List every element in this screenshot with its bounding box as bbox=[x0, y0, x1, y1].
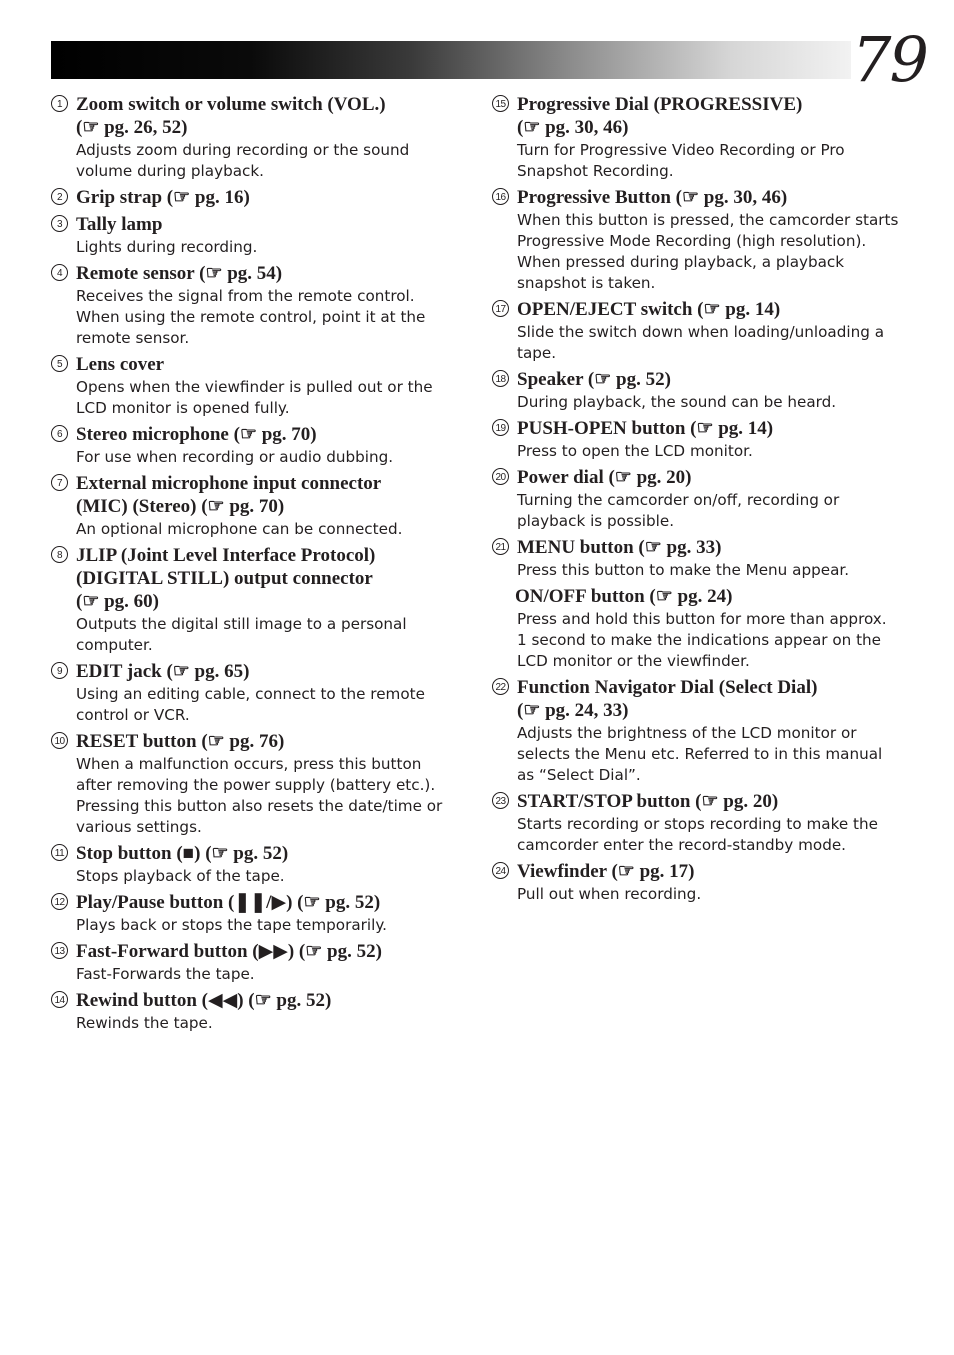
item-title bbox=[76, 186, 461, 209]
sub-item-description-line: LCD monitor or the viewfinder. bbox=[517, 652, 750, 670]
item-number-badge: 7 bbox=[51, 474, 68, 491]
item-number-badge: 3 bbox=[51, 215, 68, 232]
item-description bbox=[76, 1013, 461, 1034]
item-number-badge: 1 bbox=[51, 95, 68, 112]
item-title bbox=[76, 353, 461, 376]
item-title bbox=[517, 466, 912, 489]
item-description-line: various settings. bbox=[76, 818, 202, 836]
item-description-line: snapshot is taken. bbox=[517, 274, 656, 292]
list-item bbox=[51, 730, 461, 838]
item-title bbox=[76, 891, 461, 914]
item-number-badge: 15 bbox=[492, 95, 509, 112]
item-description-line: Progressive Mode Recording (high resolution). bbox=[517, 232, 867, 250]
list-item bbox=[51, 544, 461, 656]
item-title-line: JLIP (Joint Level Interface Protocol) bbox=[76, 545, 376, 566]
sub-item-description-line: Press and hold this button for more than approx. bbox=[517, 610, 887, 628]
item-title-line: Progressive Dial (PROGRESSIVE) bbox=[517, 94, 803, 115]
item-title bbox=[517, 417, 912, 440]
item-number-badge: 16 bbox=[492, 188, 509, 205]
item-title-line: OPEN/EJECT switch (☞ pg. 14) bbox=[517, 299, 781, 320]
item-description-line: camcorder enter the record-standby mode. bbox=[517, 836, 847, 854]
item-description bbox=[76, 377, 461, 419]
item-description-line: Using an editing cable, connect to the remote bbox=[76, 685, 425, 703]
item-number-badge: 6 bbox=[51, 425, 68, 442]
item-title bbox=[76, 989, 461, 1012]
item-description-line: playback is possible. bbox=[517, 512, 675, 530]
item-number-badge: 11 bbox=[51, 844, 68, 861]
item-title bbox=[76, 660, 461, 683]
item-number-badge: 13 bbox=[51, 942, 68, 959]
item-number-badge: 8 bbox=[51, 546, 68, 563]
item-title bbox=[76, 544, 461, 613]
list-item bbox=[51, 660, 461, 726]
list-item bbox=[492, 466, 912, 532]
sub-item bbox=[492, 585, 912, 672]
list-item bbox=[51, 186, 461, 209]
item-description-line: When using the remote control, point it at the bbox=[76, 308, 426, 326]
item-number-badge: 4 bbox=[51, 264, 68, 281]
item-description-line: Adjusts zoom during recording or the sound bbox=[76, 141, 410, 159]
list-item bbox=[492, 298, 912, 364]
item-number-badge: 19 bbox=[492, 419, 509, 436]
item-title bbox=[76, 940, 461, 963]
item-title-line: Speaker (☞ pg. 52) bbox=[517, 369, 671, 390]
item-description bbox=[517, 441, 912, 462]
item-description-line: Receives the signal from the remote control. bbox=[76, 287, 415, 305]
item-title-line: PUSH-OPEN button (☞ pg. 14) bbox=[517, 418, 774, 439]
item-description-line: Lights during recording. bbox=[76, 238, 258, 256]
item-number-badge: 23 bbox=[492, 792, 509, 809]
item-title-line: (☞ pg. 30, 46) bbox=[517, 117, 629, 138]
list-item bbox=[51, 423, 461, 468]
item-description-line: Press this button to make the Menu appear. bbox=[517, 561, 850, 579]
item-description-line: Press to open the LCD monitor. bbox=[517, 442, 753, 460]
item-title-line: External microphone input connector bbox=[76, 473, 382, 494]
item-description bbox=[517, 723, 912, 786]
item-description-line: Stops playback of the tape. bbox=[76, 867, 285, 885]
page-number: 79 bbox=[852, 23, 927, 96]
item-spacer bbox=[492, 905, 912, 909]
list-item bbox=[492, 93, 912, 182]
item-description-line: LCD monitor is opened fully. bbox=[76, 399, 290, 417]
item-title-line: Progressive Button (☞ pg. 30, 46) bbox=[517, 187, 788, 208]
item-description bbox=[76, 237, 461, 258]
list-item bbox=[492, 417, 912, 462]
item-title-line: Stop button (■) (☞ pg. 52) bbox=[76, 843, 289, 864]
item-title bbox=[517, 536, 912, 559]
item-description-line: Outputs the digital still image to a personal bbox=[76, 615, 407, 633]
item-number-badge: 5 bbox=[51, 355, 68, 372]
item-number-badge: 21 bbox=[492, 538, 509, 555]
list-item bbox=[51, 891, 461, 936]
item-description bbox=[76, 614, 461, 656]
item-description bbox=[76, 964, 461, 985]
item-title bbox=[517, 186, 912, 209]
item-description bbox=[517, 884, 912, 905]
item-title bbox=[76, 472, 461, 518]
item-description bbox=[517, 392, 912, 413]
list-item bbox=[492, 676, 912, 786]
item-description bbox=[76, 140, 461, 182]
item-title-line: Viewfinder (☞ pg. 17) bbox=[517, 861, 695, 882]
item-number-badge: 22 bbox=[492, 678, 509, 695]
item-description bbox=[76, 684, 461, 726]
item-description-line: as “Select Dial”. bbox=[517, 766, 641, 784]
item-description-line: volume during playback. bbox=[76, 162, 264, 180]
item-number-badge: 9 bbox=[51, 662, 68, 679]
item-number-badge: 17 bbox=[492, 300, 509, 317]
sub-item-description bbox=[515, 609, 912, 672]
list-item bbox=[51, 93, 461, 182]
item-title bbox=[76, 423, 461, 446]
item-title-line: RESET button (☞ pg. 76) bbox=[76, 731, 285, 752]
item-description-line: Opens when the viewfinder is pulled out or the bbox=[76, 378, 433, 396]
right-column bbox=[492, 93, 912, 909]
item-description bbox=[76, 286, 461, 349]
list-item bbox=[492, 536, 912, 672]
item-description-line: Pull out when recording. bbox=[517, 885, 702, 903]
list-item bbox=[492, 860, 912, 905]
list-item bbox=[51, 842, 461, 887]
item-title-line: EDIT jack (☞ pg. 65) bbox=[76, 661, 250, 682]
item-description-line: Snapshot Recording. bbox=[517, 162, 674, 180]
item-title-line: Fast-Forward button (▶▶) (☞ pg. 52) bbox=[76, 941, 382, 962]
list-item bbox=[492, 186, 912, 294]
item-description-line: When this button is pressed, the camcorder starts bbox=[517, 211, 899, 229]
item-description-line: Starts recording or stops recording to make the bbox=[517, 815, 878, 833]
item-description-line: Slide the switch down when loading/unloading a bbox=[517, 323, 884, 341]
item-description bbox=[517, 140, 912, 182]
item-title bbox=[76, 213, 461, 236]
list-item bbox=[492, 368, 912, 413]
item-title-line: Play/Pause button (❚❚/▶) (☞ pg. 52) bbox=[76, 892, 381, 913]
sub-item-description-line: 1 second to make the indications appear on the bbox=[517, 631, 882, 649]
item-number-badge: 18 bbox=[492, 370, 509, 387]
list-item bbox=[492, 790, 912, 856]
item-number-badge: 12 bbox=[51, 893, 68, 910]
item-title bbox=[517, 368, 912, 391]
item-description bbox=[76, 866, 461, 887]
item-number-badge: 14 bbox=[51, 991, 68, 1008]
item-description-line: During playback, the sound can be heard. bbox=[517, 393, 837, 411]
item-description bbox=[76, 519, 461, 540]
item-title-line: (MIC) (Stereo) (☞ pg. 70) bbox=[76, 496, 285, 517]
item-description-line: Fast-Forwards the tape. bbox=[76, 965, 255, 983]
item-description-line: Adjusts the brightness of the LCD monitor or bbox=[517, 724, 857, 742]
item-title-line: Grip strap (☞ pg. 16) bbox=[76, 187, 250, 208]
item-description-line: Plays back or stops the tape temporarily. bbox=[76, 916, 387, 934]
item-number-badge: 10 bbox=[51, 732, 68, 749]
item-description-line: tape. bbox=[517, 344, 557, 362]
item-title bbox=[517, 93, 912, 139]
item-description bbox=[76, 754, 461, 838]
item-title-line: Zoom switch or volume switch (VOL.) bbox=[76, 94, 386, 115]
list-item bbox=[51, 262, 461, 349]
item-description bbox=[517, 560, 912, 581]
item-description-line: When a malfunction occurs, press this button bbox=[76, 755, 422, 773]
item-description-line: Pressing this button also resets the date/time or bbox=[76, 797, 443, 815]
item-description-line: control or VCR. bbox=[76, 706, 190, 724]
item-title-line: (DIGITAL STILL) output connector bbox=[76, 568, 373, 589]
item-title-line: Rewind button (◀◀) (☞ pg. 52) bbox=[76, 990, 332, 1011]
list-item bbox=[51, 940, 461, 985]
item-description bbox=[76, 447, 461, 468]
item-title bbox=[76, 93, 461, 139]
item-description bbox=[517, 322, 912, 364]
list-item bbox=[51, 472, 461, 540]
item-description bbox=[517, 210, 912, 294]
item-number-badge: 20 bbox=[492, 468, 509, 485]
left-column bbox=[51, 93, 461, 1038]
item-title-line: MENU button (☞ pg. 33) bbox=[517, 537, 722, 558]
sub-item-title: ON/OFF button (☞ pg. 24) bbox=[515, 586, 733, 607]
item-number-badge: 24 bbox=[492, 862, 509, 879]
item-description-line: remote sensor. bbox=[76, 329, 190, 347]
item-number-badge: 2 bbox=[51, 188, 68, 205]
item-spacer bbox=[51, 1034, 461, 1038]
item-title-line: Tally lamp bbox=[76, 214, 163, 235]
item-title bbox=[76, 262, 461, 285]
item-title-line: Stereo microphone (☞ pg. 70) bbox=[76, 424, 317, 445]
list-item bbox=[51, 989, 461, 1034]
item-title-line: START/STOP button (☞ pg. 20) bbox=[517, 791, 779, 812]
item-title bbox=[517, 676, 912, 722]
item-title bbox=[517, 790, 912, 813]
item-title-line: (☞ pg. 24, 33) bbox=[517, 700, 629, 721]
item-description-line: When pressed during playback, a playback bbox=[517, 253, 845, 271]
item-description-line: Turn for Progressive Video Recording or Pro bbox=[517, 141, 845, 159]
item-description-line: An optional microphone can be connected. bbox=[76, 520, 403, 538]
item-title-line: (☞ pg. 60) bbox=[76, 591, 160, 612]
item-title-line: Remote sensor (☞ pg. 54) bbox=[76, 263, 283, 284]
item-description-line: Rewinds the tape. bbox=[76, 1014, 213, 1032]
item-title-line: Power dial (☞ pg. 20) bbox=[517, 467, 692, 488]
item-description bbox=[517, 490, 912, 532]
header-gradient-bar bbox=[51, 41, 851, 79]
item-description-line: selects the Menu etc. Referred to in this manual bbox=[517, 745, 883, 763]
list-item bbox=[51, 353, 461, 419]
item-title bbox=[76, 842, 461, 865]
item-description-line: For use when recording or audio dubbing. bbox=[76, 448, 394, 466]
item-description-line: computer. bbox=[76, 636, 153, 654]
item-description-line: after removing the power supply (battery etc.). bbox=[76, 776, 436, 794]
item-title-line: (☞ pg. 26, 52) bbox=[76, 117, 188, 138]
item-title bbox=[517, 298, 912, 321]
list-item bbox=[51, 213, 461, 258]
item-description bbox=[517, 814, 912, 856]
item-title bbox=[517, 860, 912, 883]
item-title-line: Function Navigator Dial (Select Dial) bbox=[517, 677, 818, 698]
item-title-line: Lens cover bbox=[76, 354, 165, 375]
item-description bbox=[76, 915, 461, 936]
item-title bbox=[76, 730, 461, 753]
item-description-line: Turning the camcorder on/off, recording or bbox=[517, 491, 840, 509]
